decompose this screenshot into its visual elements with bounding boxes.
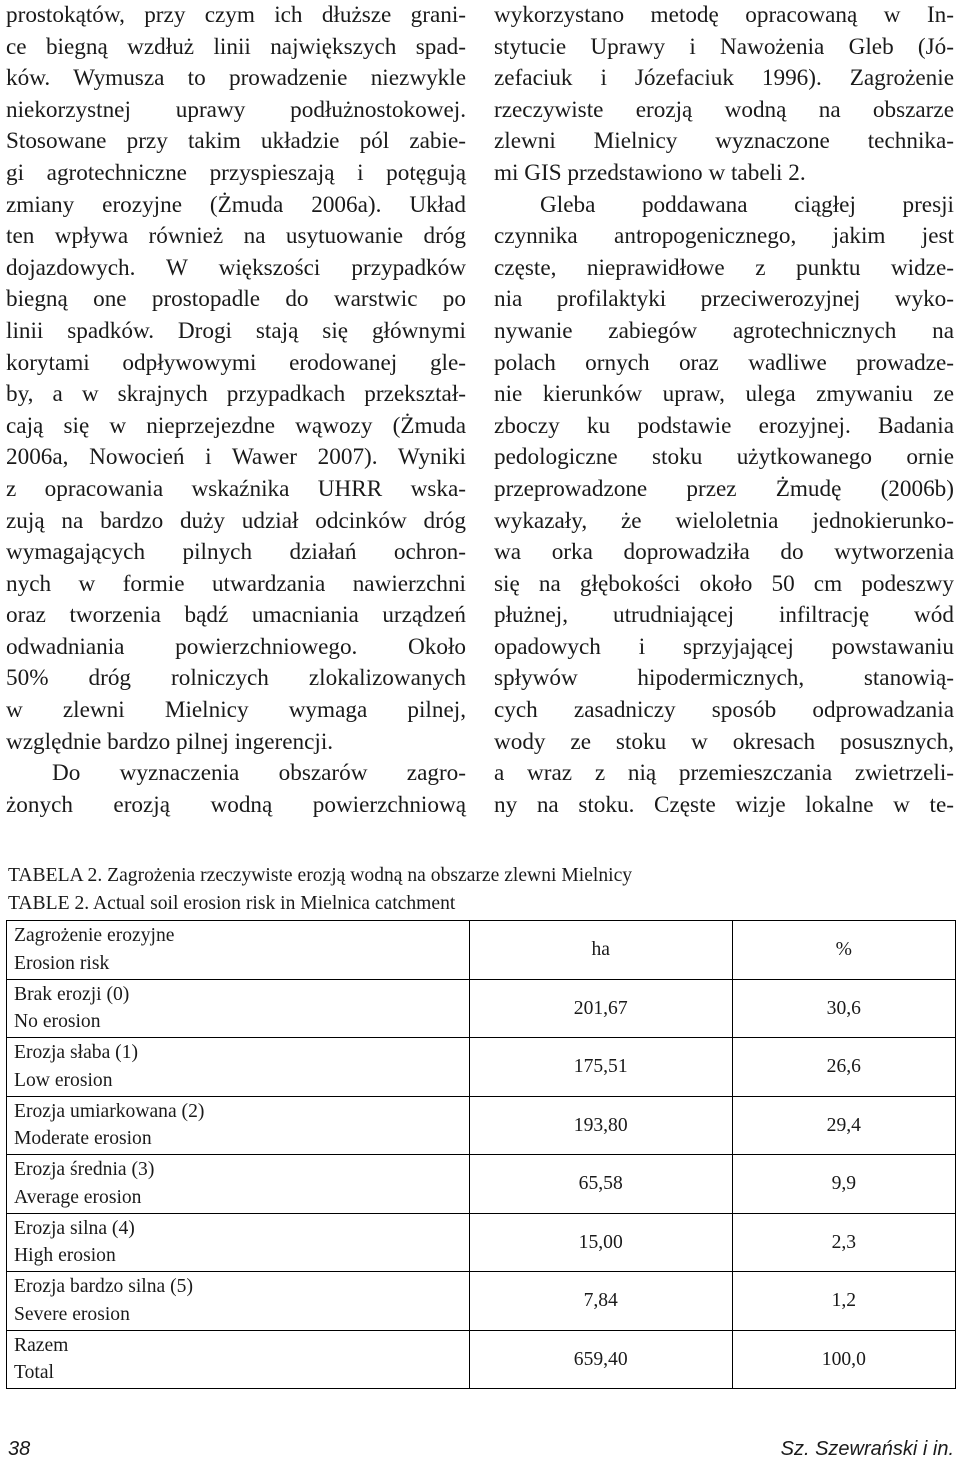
text-line: przeprowadzone przez Żmudę (2006b) (494, 475, 954, 502)
text-line: ce biegną wzdłuż linii największych spad- (6, 33, 466, 60)
row-percent: 100,0 (732, 1330, 955, 1389)
header-label-cell (7, 921, 470, 980)
row-label-en: High erosion (14, 1245, 116, 1267)
table-row (7, 979, 956, 1038)
row-label-cell (7, 1038, 470, 1097)
text-line: wymagających pilnych działań ochron- (6, 539, 466, 566)
text-line: wody ze stoku w okresach posusznych, (494, 728, 954, 755)
text-line: ny na stoku. Częste wizje lokalne w te- (494, 791, 954, 818)
row-percent: 2,3 (732, 1213, 955, 1272)
row-label-pl: Erozja średnia (3) (14, 1159, 155, 1181)
text-line: z opracowania wskaźnika UHRR wska- (6, 475, 466, 502)
text-line: stytucie Uprawy i Nawożenia Gleb (Jó- (494, 33, 954, 60)
text-line: oraz tworzenia bądź umacniania urządzeń (6, 602, 466, 629)
text-line: wa orka doprowadziła do wytworzenia (494, 539, 954, 566)
text-line: Stosowane przy takim układzie pól zabie- (6, 128, 466, 155)
header-ha: ha (469, 921, 732, 980)
text-line: linii spadków. Drogi stają się głównymi (6, 317, 466, 344)
table-header-row (7, 921, 956, 980)
row-label-cell (7, 1213, 470, 1272)
header-percent: % (732, 921, 955, 980)
text-line: cych zasadniczy sposób odprowadzania (494, 697, 954, 724)
row-label-en: Moderate erosion (14, 1128, 152, 1150)
text-line: opadowych i sprzyjającej powstawaniu (494, 633, 954, 660)
row-label-en: Low erosion (14, 1069, 113, 1091)
text-line: niekorzystnej uprawy podłużnostokowej. (6, 96, 466, 123)
row-ha: 659,40 (469, 1330, 732, 1389)
text-line: polach ornych oraz wadliwe prowadze- (494, 349, 954, 376)
row-label-en: No erosion (14, 1011, 101, 1033)
text-line: 50% dróg rolniczych zlokalizowanych (6, 665, 466, 692)
text-line: płużnej, utrudniającej infiltrację wód (494, 602, 954, 629)
row-ha: 175,51 (469, 1038, 732, 1097)
text-line: spływów hipodermicznych, stanowią- (494, 665, 954, 692)
row-label-cell (7, 979, 470, 1038)
table-row-total (7, 1330, 956, 1389)
text-line: zmiany erozyjne (Żmuda 2006a). Układ (6, 191, 466, 218)
row-ha: 193,80 (469, 1096, 732, 1155)
text-line: względnie bardzo pilnej ingerencji. (6, 728, 334, 755)
row-label-pl: Erozja słaba (1) (14, 1042, 139, 1064)
header-label-en: Erosion risk (14, 952, 110, 974)
text-line: w zlewni Mielnicy wymaga pilnej, (6, 697, 466, 724)
text-column-right (494, 0, 954, 821)
text-column-left (6, 0, 466, 821)
table-row (7, 1096, 956, 1155)
text-line: zboczy ku podstawie erozyjnej. Badania (494, 412, 954, 439)
text-line: prostokątów, przy czym ich dłuższe grani- (6, 2, 466, 28)
header-label-pl: Zagrożenie erozyjne (14, 925, 175, 947)
text-line: rzeczywiste erozją wodną na obszarze (494, 96, 954, 123)
text-line: ków. Wymusza to prowadzenie niezwykle (6, 65, 466, 92)
text-line: Gleba poddawana ciągłej presji (540, 191, 954, 218)
row-ha: 65,58 (469, 1155, 732, 1214)
running-footer-authors: Sz. Szewrański i in. (780, 1438, 954, 1460)
row-label-en: Total (14, 1362, 54, 1384)
text-line: nywanie zabiegów agrotechnicznych na (494, 317, 954, 344)
row-label-pl: Erozja bardzo silna (5) (14, 1276, 193, 1298)
table-caption-pl: TABELA 2. Zagrożenia rzeczywiste erozją wodną na obszarze zlewni Mielnicy (8, 865, 633, 886)
row-ha: 7,84 (469, 1272, 732, 1331)
table-caption-en: TABLE 2. Actual soil erosion risk in Mielnica catchment (8, 893, 456, 914)
text-line: zują na bardzo duży udział odcinków dróg (6, 507, 466, 534)
row-percent: 26,6 (732, 1038, 955, 1097)
row-ha: 201,67 (469, 979, 732, 1038)
text-line: cają się w nieprzejezdne wąwozy (Żmuda (6, 412, 466, 439)
row-label-cell (7, 1330, 470, 1389)
table-row (7, 1272, 956, 1331)
row-label-en: Average erosion (14, 1186, 142, 1208)
text-line: zlewni Mielnicy wyznaczone technika- (494, 128, 954, 155)
row-label-cell (7, 1155, 470, 1214)
text-line: ten wpływa również na usytuowanie dróg (6, 223, 466, 250)
text-line: nia profilaktyki przeciwerozyjnej wyko- (494, 286, 954, 313)
row-percent: 1,2 (732, 1272, 955, 1331)
text-line: biegną one prostopadle do warstwic po (6, 286, 466, 313)
erosion-risk-table (6, 920, 956, 1389)
text-line: a wraz z nią przemieszczania zwietrzeli- (494, 760, 954, 787)
text-line: Do wyznaczenia obszarów zagro- (52, 760, 466, 787)
row-label-cell (7, 1272, 470, 1331)
text-line: wykazały, że wieloletnia jednokierunko- (494, 507, 954, 534)
text-line: nie kierunków upraw, ulega zmywaniu ze (494, 381, 954, 408)
text-line: zefaciuk i Józefaciuk 1996). Zagrożenie (494, 65, 954, 92)
text-line: się na głębokości około 50 cm podeszwy (494, 570, 954, 597)
text-line: wykorzystano metodę opracowaną w In- (494, 2, 954, 28)
row-label-cell (7, 1096, 470, 1155)
text-line: mi GIS przedstawiono w tabeli 2. (494, 159, 806, 186)
row-label-pl: Erozja silna (4) (14, 1217, 135, 1239)
row-label-pl: Razem (14, 1334, 69, 1356)
text-line: czynnika antropogenicznego, jakim jest (494, 223, 954, 250)
text-line: korytami odpływowymi erodowanej gle- (6, 349, 466, 376)
row-percent: 29,4 (732, 1096, 955, 1155)
text-line: odwadniania powierzchniowego. Około (6, 633, 466, 660)
page-number: 38 (8, 1438, 31, 1460)
text-line: pedologiczne stoku użytkowanego ornie (494, 444, 954, 471)
row-ha: 15,00 (469, 1213, 732, 1272)
text-line: gi agrotechniczne przyspieszają i potęgują (6, 159, 466, 186)
table-row (7, 1213, 956, 1272)
table-row (7, 1155, 956, 1214)
row-percent: 30,6 (732, 979, 955, 1038)
row-label-pl: Erozja umiarkowana (2) (14, 1100, 205, 1122)
row-label-en: Severe erosion (14, 1303, 130, 1325)
row-percent: 9,9 (732, 1155, 955, 1214)
text-line: dojazdowych. W większości przypadków (6, 254, 466, 281)
text-line: częste, nieprawidłowe z punktu widze- (494, 254, 954, 281)
text-line: nych w formie utwardzania nawierzchni (6, 570, 466, 597)
text-line: żonych erozją wodną powierzchniową (6, 791, 466, 818)
text-line: by, a w skrajnych przypadkach przekształ- (6, 381, 466, 408)
table-row (7, 1038, 956, 1097)
text-line: 2006a, Nowocień i Wawer 2007). Wyniki (6, 444, 466, 471)
row-label-pl: Brak erozji (0) (14, 983, 130, 1005)
